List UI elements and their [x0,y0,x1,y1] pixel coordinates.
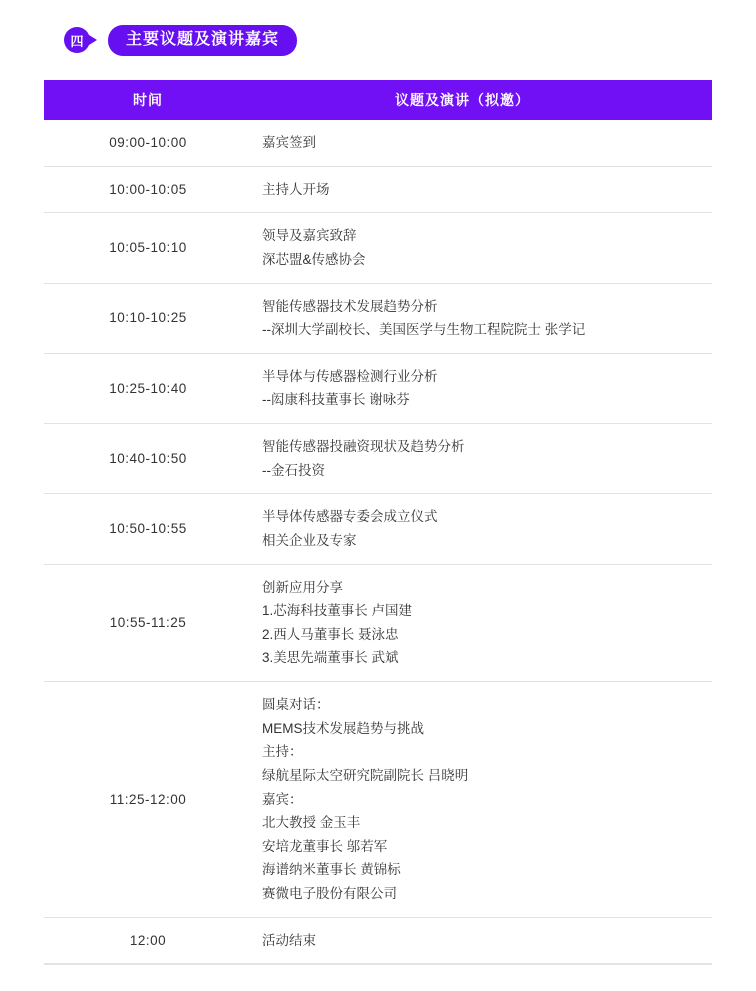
topic-line: 创新应用分享 [262,579,343,595]
topic-line: 半导体传感器专委会成立仪式 [262,509,438,525]
topic-line: 主持： [262,744,303,760]
left-margin [0,0,44,990]
table-row [44,682,712,918]
table-bottom-edge [44,964,712,991]
cell-time: 11:25-12:00 [109,791,187,807]
table-row [44,917,712,964]
topic-line: 深芯盟&传感协会 [262,251,366,267]
cell-time: 10:05-10:10 [109,240,187,256]
topic-line: 北大教授 金玉丰 [262,815,361,831]
topic-line: --闳康科技董事长 谢咏芬 [262,392,410,408]
column-header-topic: 议题及演讲（拟邀） [252,80,712,120]
cell-topic [252,682,712,918]
cell-topic [252,494,712,564]
topic-line: 3.美思先端董事长 武斌 [262,650,399,666]
topic-line: 嘉宾： [262,791,303,807]
cell-topic [252,283,712,353]
topic-line: 主持人开场 [262,181,330,197]
topic-line: 海谱纳米董事长 黄锦标 [262,862,401,878]
section-header [44,0,712,80]
table-row [44,424,712,494]
table-row [44,283,712,353]
topic-line: 活动结束 [262,932,316,948]
cell-topic [252,424,712,494]
cell-topic [252,353,712,423]
agenda-section [44,0,712,990]
topic-line: 智能传感器技术发展趋势分析 [262,298,438,314]
agenda-table [44,80,712,964]
topic-line: 赛微电子股份有限公司 [262,886,397,901]
topic-line: 领导及嘉宾致辞 [262,228,357,244]
topic-line: --金石投资 [262,462,325,478]
topic-line: 半导体与传感器检测行业分析 [262,368,438,384]
topic-line: 圆桌对话： [262,697,330,712]
cell-time: 12:00 [129,932,167,948]
topic-line: 智能传感器投融资现状及趋势分析 [262,439,465,454]
topic-line: 绿航星际太空研究院副院长 吕晓明 [262,767,469,783]
cell-topic [252,120,712,166]
topic-line: 相关企业及专家 [262,532,357,548]
section-number-badge: 四 [64,27,90,53]
table-row [44,166,712,213]
right-margin [712,0,756,990]
cell-time: 10:55-11:25 [109,614,187,630]
topic-line: 嘉宾签到 [262,135,316,150]
table-body [44,120,712,964]
table-row [44,564,712,682]
table-header-row [44,80,712,120]
table-header [44,80,712,120]
cell-topic [252,917,712,964]
topic-line: --深圳大学副校长、美国医学与生物工程院院士 张学记 [262,322,586,338]
section-title-pill: 主要议题及演讲嘉宾 [108,25,297,56]
table-row [44,213,712,283]
topic-line: MEMS技术发展趋势与挑战 [262,720,424,736]
topic-line: 1.芯海科技董事长 卢国建 [262,603,413,619]
cell-time: 10:40-10:50 [109,450,187,466]
table-row [44,353,712,423]
cell-topic [252,564,712,682]
topic-line: 安培龙董事长 邬若军 [262,838,388,854]
table-row [44,120,712,166]
cell-time: 10:10-10:25 [109,310,187,326]
table-row [44,494,712,564]
cell-time: 10:25-10:40 [109,380,187,396]
cell-time: 10:00-10:05 [109,181,187,197]
column-header-time: 时间 [44,80,252,120]
cell-time: 10:50-10:55 [109,521,187,537]
cell-topic [252,213,712,283]
cell-topic [252,166,712,213]
topic-line: 2.西人马董事长 聂泳忠 [262,626,399,642]
cell-time: 09:00-10:00 [109,135,187,150]
